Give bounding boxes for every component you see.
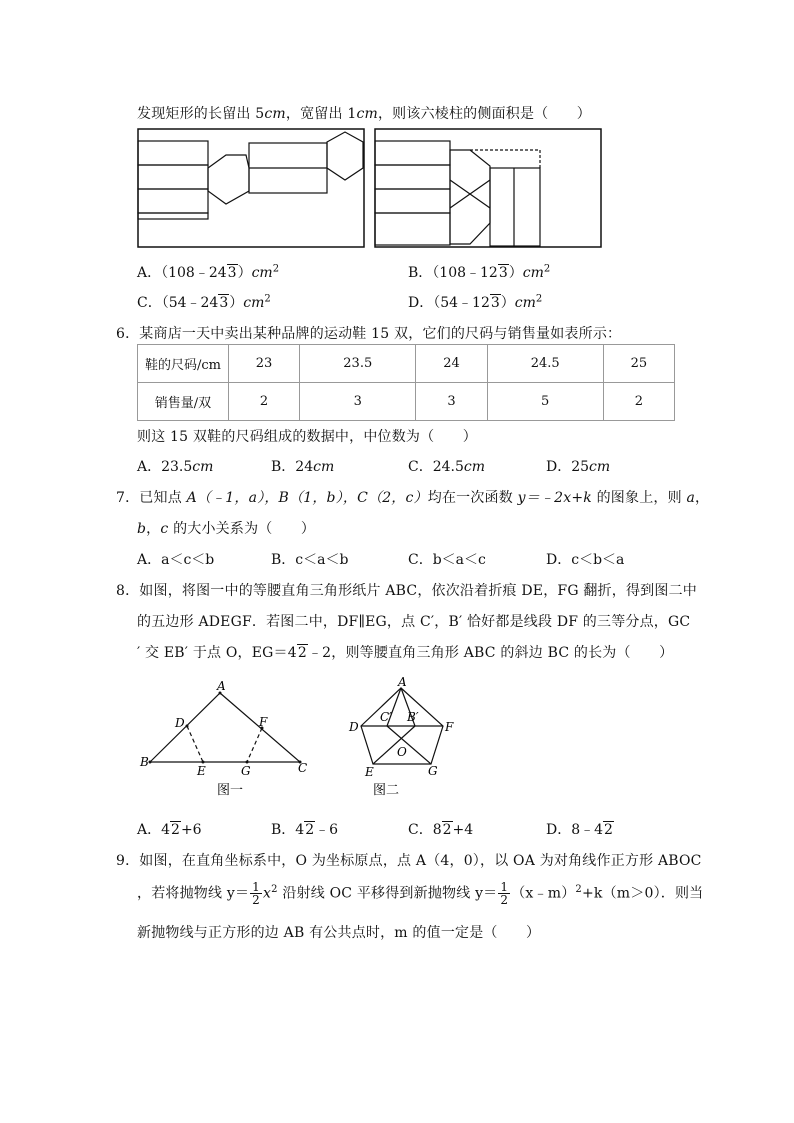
q5-stem-continuation: 发现矩形的长留出 5cm，宽留出 1cm，则该六棱柱的侧面积是（ ） — [137, 106, 591, 122]
fig1-label-f: F — [259, 715, 268, 729]
table-row — [138, 383, 675, 421]
table-cell: 25 — [603, 345, 674, 383]
q6-option-c[interactable]: C．24.5cm — [408, 459, 486, 475]
fig2-label-d: D — [349, 720, 359, 734]
table-cell: 23 — [229, 345, 300, 383]
table-cell: 3 — [300, 383, 416, 421]
q7-option-d[interactable]: D．c＜b＜a — [546, 552, 625, 568]
q5-figure-right — [374, 128, 602, 248]
q9-stem-line2: ，若将抛物线 y＝ $\frac{1}{2}$ $x^2$ 沿射线 OC 平移得到新抛物线 y＝ $\frac{1}{2}$ （x﹣m）$^2$+k（m＞0）．则当 — [137, 880, 704, 907]
table-cell: 2 — [603, 383, 674, 421]
q5-figure-left — [137, 128, 365, 248]
fig1-label-c: C — [298, 761, 308, 775]
table-cell: 24 — [416, 345, 487, 383]
fraction: $\frac{1}{2}$ — [252, 880, 261, 907]
q6-option-a[interactable]: A．23.5cm — [137, 459, 214, 475]
q6-table — [137, 344, 675, 421]
q8-figure-1 — [135, 678, 325, 798]
table-cell: 24.5 — [487, 345, 603, 383]
table-row-label: 鞋的尺码/cm — [138, 345, 229, 383]
fraction: $\frac{1}{2}$ — [500, 880, 509, 907]
q7-option-c[interactable]: C．b＜a＜c — [408, 552, 486, 568]
fig2-label-g: G — [428, 764, 438, 778]
fig2-label-f: F — [445, 720, 454, 734]
fig1-label-b: B — [140, 755, 149, 769]
q8-stem-line1: 8．如图，将图一中的等腰直角三角形纸片 ABC，依次沿着折痕 DE，FG 翻折，得到图二中 — [116, 583, 697, 599]
q9-stem-line3: 新抛物线与正方形的边 AB 有公共点时，m 的值一定是（ ） — [137, 925, 541, 941]
table-cell: 23.5 — [300, 345, 416, 383]
fig1-caption: 图一 — [217, 783, 244, 798]
fig1-label-d: D — [175, 716, 185, 730]
fig2-label-o: O — [397, 745, 407, 759]
fig1-label-a: A — [217, 679, 226, 693]
q7-stem-line2: b，c 的大小关系为（ ） — [137, 521, 316, 537]
fig1-label-e: E — [197, 764, 206, 778]
q8-option-a[interactable]: A．42+6 — [137, 822, 202, 838]
q8-option-b[interactable]: B．42﹣6 — [271, 822, 339, 838]
q8-stem-line3: ′ 交 EB′ 于点 O，EG＝42﹣2，则等腰直角三角形 ABC 的斜边 BC 的长为（ ） — [137, 645, 674, 661]
fig2-label-c-prime: C′ — [380, 710, 392, 724]
table-row-label: 销售量/双 — [138, 383, 229, 421]
q6-question: 则这 15 双鞋的尺码组成的数据中，中位数为（ ） — [137, 429, 477, 445]
q5-option-a[interactable]: A．$(108﹣243)cm^2$ — [137, 263, 280, 281]
q5-option-b[interactable]: B．$(108﹣123)cm^2$ — [408, 263, 551, 281]
q7-option-b[interactable]: B．c＜a＜b — [271, 552, 349, 568]
q8-figure-2 — [345, 674, 465, 799]
fig2-label-b-prime: B′ — [407, 710, 419, 724]
q6-option-b[interactable]: B．24cm — [271, 459, 335, 475]
q8-option-d[interactable]: D．8﹣42 — [546, 822, 613, 838]
table-cell: 2 — [229, 383, 300, 421]
q6-option-d[interactable]: D．25cm — [546, 459, 611, 475]
q7-stem-line1: 7．已知点 A（﹣1，a），B（1，b），C（2，c）均在一次函数 y＝﹣2x+k 的图象上，则 a， — [116, 490, 710, 506]
q9-stem-line1: 9．如图，在直角坐标系中，O 为坐标原点，点 A（4，0），以 OA 为对角线作正方形 ABOC — [116, 853, 702, 869]
fig2-label-e: E — [365, 765, 374, 779]
table-cell: 5 — [487, 383, 603, 421]
table-row — [138, 345, 675, 383]
fig2-label-a: A — [398, 675, 407, 689]
q5-option-c[interactable]: C．$(54﹣243)cm^2$ — [137, 293, 271, 311]
fig1-label-g: G — [241, 764, 251, 778]
q5-option-d[interactable]: D．$(54﹣123)cm^2$ — [408, 293, 543, 311]
fig2-caption: 图二 — [373, 783, 400, 798]
q8-stem-line2: 的五边形 ADEGF．若图二中，DF∥EG，点 C′，B′ 恰好都是线段 DF 的三等分点，GC — [137, 614, 691, 630]
q8-option-c[interactable]: C．82+4 — [408, 822, 474, 838]
q6-stem: 6．某商店一天中卖出某种品牌的运动鞋 15 双，它们的尺码与销售量如表所示： — [116, 326, 622, 342]
table-cell: 3 — [416, 383, 487, 421]
q7-option-a[interactable]: A．a＜c＜b — [137, 552, 215, 568]
